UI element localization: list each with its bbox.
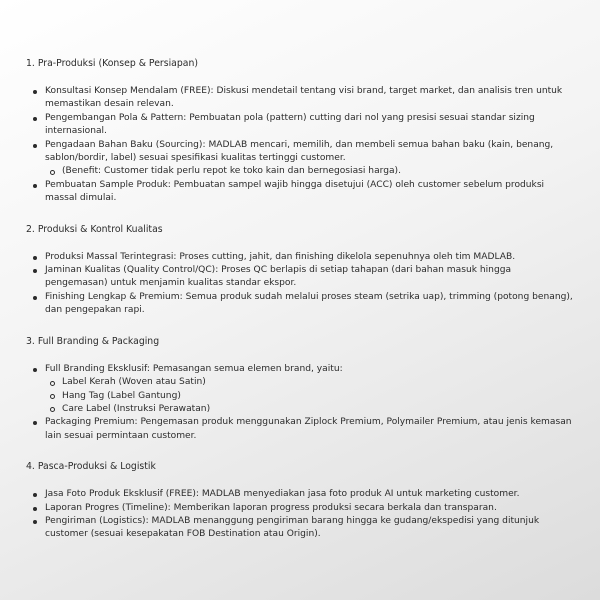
list-item-text: Konsultasi Konsep Mendalam (FREE): Diskusi mendetail tentang visi brand, target market, dan analisis tren untuk memastikan desain relevan. bbox=[45, 86, 563, 110]
bullet-dot-icon bbox=[33, 507, 37, 511]
list-item-text: Pengembangan Pola & Pattern: Pembuatan pola (pattern) cutting dari nol yang presisi sesuai standar sizing internasional. bbox=[45, 112, 535, 137]
sub-list bbox=[45, 376, 576, 416]
list-item-text: Pengadaan Bahan Baku (Sourcing): MADLAB mencari, memilih, dan membeli semua bahan baku (kain, benang, sablon/bordir, label) sesuai spesifikasi kualitas tertinggi customer. bbox=[45, 139, 554, 164]
list-item bbox=[26, 515, 576, 542]
list-item bbox=[26, 363, 576, 417]
list-item bbox=[26, 502, 576, 515]
list-item bbox=[26, 85, 576, 112]
sub-list-item-text: Label Kerah (Woven atau Satin) bbox=[62, 377, 206, 388]
section-pra-produksi bbox=[26, 57, 576, 206]
list-item-text: Pembuatan Sample Produk: Pembuatan sampel wajib hingga disetujui (ACC) oleh customer sebelum produksi massal dimulai. bbox=[45, 179, 545, 204]
list-item-text: Produksi Massal Terintegrasi: Proses cutting, jahit, dan finishing dikelola sepenuhnya oleh tim MADLAB. bbox=[45, 251, 516, 262]
bullet-dot-icon bbox=[33, 144, 37, 148]
list-item bbox=[26, 291, 576, 318]
bullet-list bbox=[26, 251, 576, 318]
list-item bbox=[26, 488, 576, 501]
list-item-text: Jaminan Kualitas (Quality Control/QC): Proses QC berlapis di setiap tahapan (dari bahan masuk hingga pengemasan) untuk menjamin kualitas standar ekspor. bbox=[45, 265, 512, 289]
sub-list bbox=[45, 165, 576, 178]
bullet-dot-icon bbox=[33, 256, 37, 260]
list-item-text: Packaging Premium: Pengemasan produk menggunakan Ziplock Premium, Polymailer Premium, atau jenis kemasan lain sesuai permintaan customer. bbox=[45, 417, 572, 441]
list-item-text: Laporan Progres (Timeline): Memberikan laporan progress produksi secara berkala dan transparan. bbox=[45, 502, 497, 513]
sub-list-item-text: Hang Tag (Label Gantung) bbox=[62, 390, 181, 401]
section-title: 4. Pasca-Produksi & Logistik bbox=[26, 461, 156, 473]
list-item-text: Full Branding Eksklusif: Pemasangan semua elemen brand, yaitu: bbox=[45, 363, 343, 374]
sub-list-item bbox=[45, 403, 576, 416]
list-item bbox=[26, 251, 576, 264]
bullet-dot-icon bbox=[33, 184, 37, 188]
sub-list-item bbox=[45, 390, 576, 403]
section-title: 2. Produksi & Kontrol Kualitas bbox=[26, 223, 163, 235]
section-branding bbox=[26, 335, 576, 443]
list-item bbox=[26, 139, 576, 179]
bullet-list bbox=[26, 363, 576, 443]
sub-list-item-text: (Benefit: Customer tidak perlu repot ke toko kain dan bernegosiasi harga). bbox=[62, 166, 401, 177]
list-item-text: Finishing Lengkap & Premium: Semua produk sudah melalui proses steam (setrika uap), trimming (potong benang), dan pengepakan rapi. bbox=[45, 291, 573, 316]
sub-list-item-text: Care Label (Instruksi Perawatan) bbox=[62, 403, 211, 414]
bullet-dot-icon bbox=[33, 520, 37, 524]
list-item bbox=[26, 264, 576, 291]
sub-list-item bbox=[45, 165, 576, 178]
section-pasca-produksi bbox=[26, 460, 576, 542]
bullet-list bbox=[26, 488, 576, 542]
bullet-dot-icon bbox=[33, 368, 37, 372]
section-title: 1. Pra-Produksi (Konsep & Persiapan) bbox=[26, 58, 198, 69]
bullet-dot-icon bbox=[33, 493, 37, 497]
list-item bbox=[26, 112, 576, 139]
section-produksi bbox=[26, 223, 576, 318]
list-item bbox=[26, 179, 576, 206]
bullet-circle-icon bbox=[50, 381, 55, 386]
bullet-circle-icon bbox=[50, 407, 55, 412]
list-item-text: Jasa Foto Produk Eksklusif (FREE): MADLAB menyediakan jasa foto produk AI untuk marketing customer. bbox=[45, 489, 520, 500]
bullet-list bbox=[26, 85, 576, 206]
bullet-dot-icon bbox=[33, 269, 37, 273]
bullet-dot-icon bbox=[33, 421, 37, 425]
bullet-circle-icon bbox=[50, 170, 55, 175]
bullet-dot-icon bbox=[33, 90, 37, 94]
list-item bbox=[26, 416, 576, 443]
sub-list-item bbox=[45, 376, 576, 389]
section-title: 3. Full Branding & Packaging bbox=[26, 335, 160, 347]
list-item-text: Pengiriman (Logistics): MADLAB menanggung pengiriman barang hingga ke gudang/ekspedisi yang ditunjuk customer (sesuai kesepakatan FOB Destination atau Origin). bbox=[45, 515, 540, 540]
bullet-circle-icon bbox=[50, 394, 55, 399]
bullet-dot-icon bbox=[33, 117, 37, 121]
bullet-dot-icon bbox=[33, 296, 37, 300]
